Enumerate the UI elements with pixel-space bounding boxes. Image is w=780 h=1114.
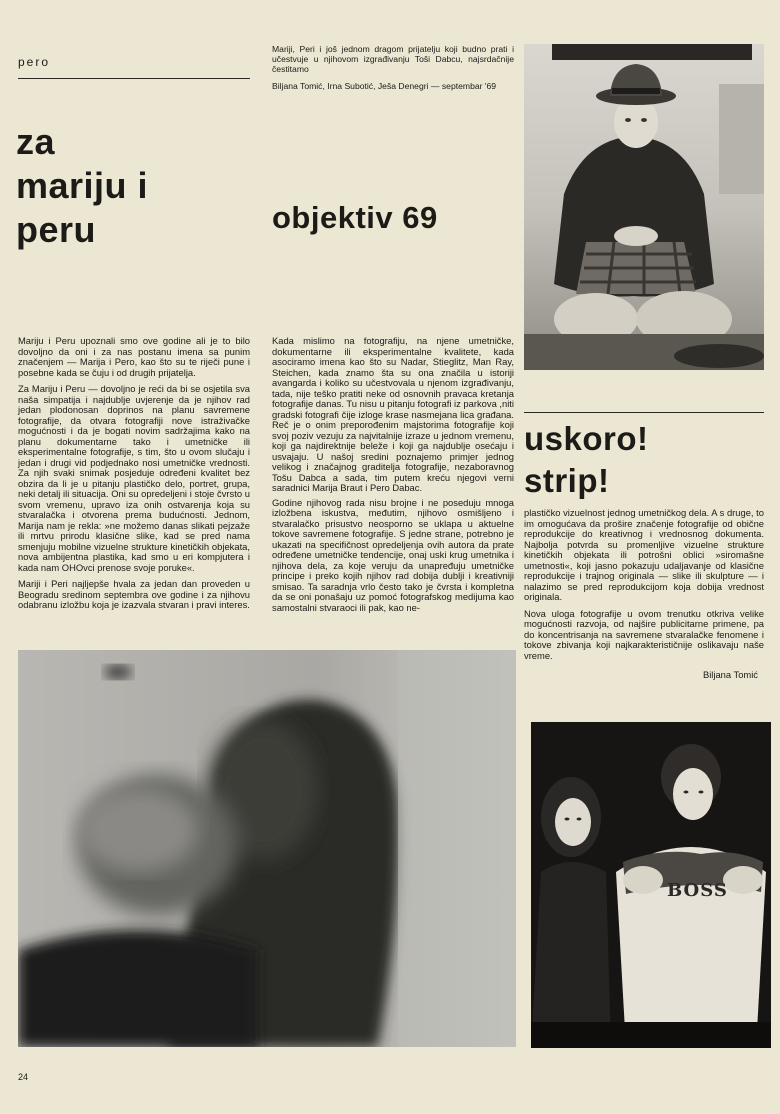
article2-signature: Biljana Tomić (702, 669, 758, 680)
photo-kiss-image (18, 650, 516, 1047)
dedication-signature: Biljana Tomić, Irna Subotić, Ješa Denegri — septembar '69 (272, 80, 497, 91)
article1-paragraph-1: Mariju i Peru upoznali smo ove godine ali je to bilo dovoljno da oni i za nas postanu imena sa punim značenjem — Marija i Pero, kao što su te riječi pune i posebne kada se čuju i od drugih prijatelja. (18, 335, 250, 378)
article2-paragraph-2: Godine njihovog rada nisu brojne i ne poseduju mnoga izložbena iskustva, međutim, njihovo osmišljeno i stvaralačko prisustvo neosporno se uklapa u aktuelne tokove savremene fotografije. S jedne strane, potrebno je ukazati na specifičnost opredeljenja ovih autora da prate određene umetničke tendencije, onaj uski krug umetnika i njihova dela, za koje veruju da unapređuju umetničke principe i preko kojih njihov rad dobija dublji i kreativniji smisao. Ta saradnja vrlo često tako je čvrsta i kompletna da se oni ponašaju uz pomoć fotografskog medijuma kao samostalni stvaraoci ili pak, kao ne- (272, 496, 514, 613)
page-number: 24 (18, 1072, 29, 1082)
continuation-paragraph-2: Nova uloga fotografije u ovom trenutku otkriva velike mogućnosti razvoja, od najšire publicitarne primene, pa do koncentrisanja na savremene stvaralačke fenomene i tokove zbivanja koji najkarakterističnije oslikavaju naše vreme. (524, 607, 764, 661)
photo-portraits-image (531, 722, 771, 1048)
article1-paragraph-3: Mariji i Peri najljepše hvala za jedan dan proveden u Beogradu sredinom septembra ove godine i za njihovu odabranu izložbu koja je izazvala stvaran i pravi interes. (18, 578, 250, 610)
photo-blurred-kiss (18, 650, 516, 1047)
teaser-line-1: uskoro! (524, 420, 649, 457)
article1-column (18, 336, 250, 617)
photo-child-image (524, 44, 764, 370)
photo-two-portraits (531, 722, 771, 1048)
teaser-line-2: strip! (524, 462, 610, 499)
top-rule (18, 78, 250, 79)
article1-paragraph-2: Za Mariju i Peru — dovoljno je reći da bi se osjetila sva naša simpatija i najdublje uvjerenje da je njihov rad jedan plodonosan doprinos na planu savremene fotografije, da otvara fotografiji nove istraživačke mogućnosti i da je bogati novim sadržajima kako na planu dokumentarne tako i umetničke ili eksperimentalne fotografije, s tim, što u ovom slučaju i jedan i drugi vid podjednako nosi umetničke vrednosti. Za njih svaki snimak posjeduje određeni kvalitet bez obzira da li je u pitanju plastičko delo, portret, grupa, neki detalj ili situacija. Oni su opredeljeni i stoje čvrsto u svom vremenu, upravo iza onih ostvarenja koja su stvaralačka i otvorena prema budućnosti. Jednom, Marija nam je rekla: »ne možemo danas slikati pejzaže ili mrtvu prirodu klasične slike, kad se pred nama smenjuju mobilne vizuelne strukture kinetičkih objekata, nova ambijentna plastika, kad smo u eri kompjutera i kada nam OHOvci prenose svoje poruke«. (18, 383, 250, 573)
dedication-block (272, 44, 514, 97)
section-kicker: pero (18, 55, 51, 69)
headline-line-3: peru (16, 209, 97, 250)
dedication-text: Mariji, Peri i još jednom dragom prijatelju koji budno prati i učestvuje u njihovom izgrađivanju Toši Dabcu, najsrdačnije čestitamo (272, 44, 514, 75)
headline-line-2: mariju i (16, 165, 149, 206)
sweater-logo-text: BOSS (667, 880, 728, 901)
article2-column (272, 336, 514, 619)
headline-za-mariju-i-peru (16, 120, 148, 252)
continuation-paragraph-1: plastičko vizuelnost jednog umetničkog dela. A s druge, to im omogućava da prošire značenje fotografije od obične reprodukcije do kreativnog i vrednosnog dokumenta. Najbolja potvrda su promenljive vizuelne strukture kinetičkih objekata ili potrošni oblici »siromašne umetnosti«, koji jasno pokazuju udaljavanje od klasične reprodukcije i trajnog originala — slike ili skulpture — i nalazimo se pred reprodukcijom koja dobija vrednost originala. (524, 507, 764, 602)
article2-paragraph-1: Kada mislimo na fotografiju, na njene umetničke, dokumentarne ili eksperimentalne kvalitete, kada asociramo imena kao što su Nadar, Stieglitz, Man Ray, Steichen, kada znamo šta su ona značila u istoriji avangarda i koliko su učestvovala u njenom izgrađivanju, tada, nije teško pratiti neke od osnovnih pravaca kretanja fotografije danas. Tu nisu u pitanju fotografi iz parkova ,niti gradski fotografi čije izloge krase nasmejana lica građana. Reč je o onim preporođenim majstorima fotografije koji svoj poziv vezuju za najvitalnije izraze u jednom vremenu, koji ga najdirektnije beleže i koji ga najdublje osećaju i usvajaju. U našoj sredini poznajemo primjer jednog velikog i značajnog graditelja fotografije, nezaboravnog Tošu Dabca a sada, tim putem kreću njegovi verni saradnici Marija Braut i Pero Dabac. (272, 335, 514, 493)
headline-objektiv-69: objektiv 69 (272, 200, 438, 235)
teaser-uskoro-strip (524, 418, 649, 502)
teaser-rule (524, 412, 764, 413)
headline-line-1: za (16, 121, 56, 162)
photo-child-in-hat (524, 44, 764, 370)
article2-continuation (524, 508, 764, 680)
